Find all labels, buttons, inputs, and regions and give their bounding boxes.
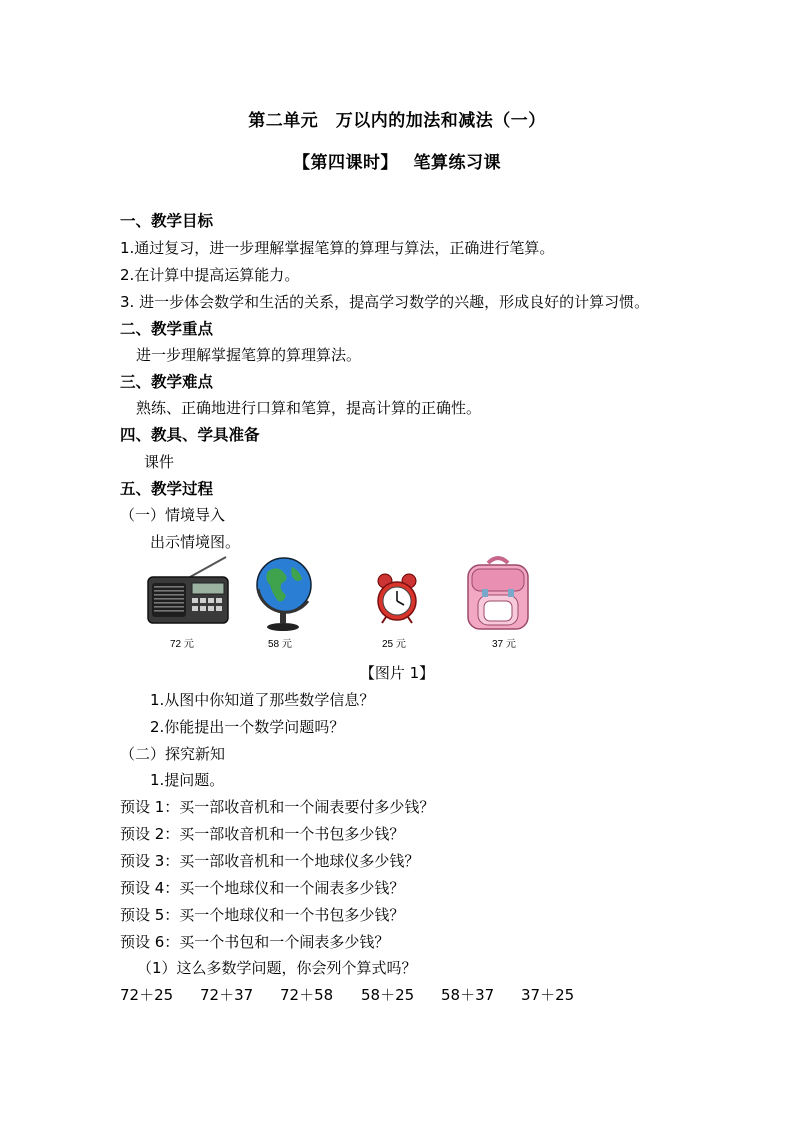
tools-heading: 四、教具、学具准备 <box>120 426 260 444</box>
sub-question: （1）这么多数学问题，你会列个算式吗？ <box>137 959 417 977</box>
radio-price: 72 元 <box>170 639 194 650</box>
globe-icon <box>248 553 318 633</box>
radio-item <box>146 553 232 653</box>
question-1: 1.从图中你知道了那些数学信息？ <box>150 691 375 709</box>
preset-6: 预设 6：买一个书包和一个闹表多少钱？ <box>120 933 390 951</box>
expression: 72＋25 <box>120 986 174 1004</box>
key-heading: 二、教学重点 <box>120 320 214 338</box>
goal-1: 1.通过复习，进一步理解掌握笔算的算理与算法，正确进行笔算。 <box>120 239 555 257</box>
expression: 37＋25 <box>521 986 575 1004</box>
explore-step: 1.提问题。 <box>150 771 225 789</box>
globe-item <box>248 553 318 653</box>
radio-icon <box>146 553 232 625</box>
alarm-clock-icon <box>372 553 422 631</box>
preset-2: 预设 2：买一部收音机和一个书包多少钱？ <box>120 825 405 843</box>
goal-2: 2.在计算中提高运算能力。 <box>120 266 300 284</box>
scene-figure <box>140 553 540 653</box>
expression: 72＋37 <box>200 986 254 1004</box>
preset-4: 预设 4：买一个地球仪和一个闹表多少钱？ <box>120 879 405 897</box>
process-heading: 五、教学过程 <box>120 480 214 498</box>
lesson-title: 【第四课时】 笔算练习课 <box>293 153 501 173</box>
difficulty-heading: 三、教学难点 <box>120 373 214 391</box>
explore-heading: （二）探究新知 <box>120 745 226 763</box>
expression: 72＋58 <box>280 986 334 1004</box>
goal-3: 3. 进一步体会数学和生活的关系，提高学习数学的兴趣，形成良好的计算习惯。 <box>120 293 650 311</box>
difficulty-text: 熟练、正确地进行口算和笔算，提高计算的正确性。 <box>136 399 482 417</box>
goals-heading: 一、教学目标 <box>120 212 214 230</box>
preset-3: 预设 3：买一部收音机和一个地球仪多少钱？ <box>120 852 420 870</box>
intro-text: 出示情境图。 <box>150 533 241 551</box>
alarm-clock-price: 25 元 <box>382 639 406 650</box>
intro-heading: （一）情境导入 <box>120 506 226 524</box>
preset-5: 预设 5：买一个地球仪和一个书包多少钱？ <box>120 906 405 924</box>
figure-caption: 【图片 1】 <box>359 664 435 682</box>
expression: 58＋37 <box>441 986 495 1004</box>
globe-price: 58 元 <box>268 639 292 650</box>
preset-1: 预设 1：买一部收音机和一个闹表要付多少钱？ <box>120 798 435 816</box>
key-text: 进一步理解掌握笔算的算理算法。 <box>136 346 362 364</box>
school-bag-price: 37 元 <box>492 639 516 650</box>
tools-text: 课件 <box>144 453 175 471</box>
expressions-row <box>0 985 794 1007</box>
alarm-clock-item <box>372 553 422 653</box>
unit-title: 第二单元 万以内的加法和减法（一） <box>248 111 546 131</box>
expression: 58＋25 <box>361 986 415 1004</box>
school-bag-item <box>462 553 534 653</box>
school-bag-icon <box>462 553 534 633</box>
question-2: 2.你能提出一个数学问题吗？ <box>150 718 345 736</box>
